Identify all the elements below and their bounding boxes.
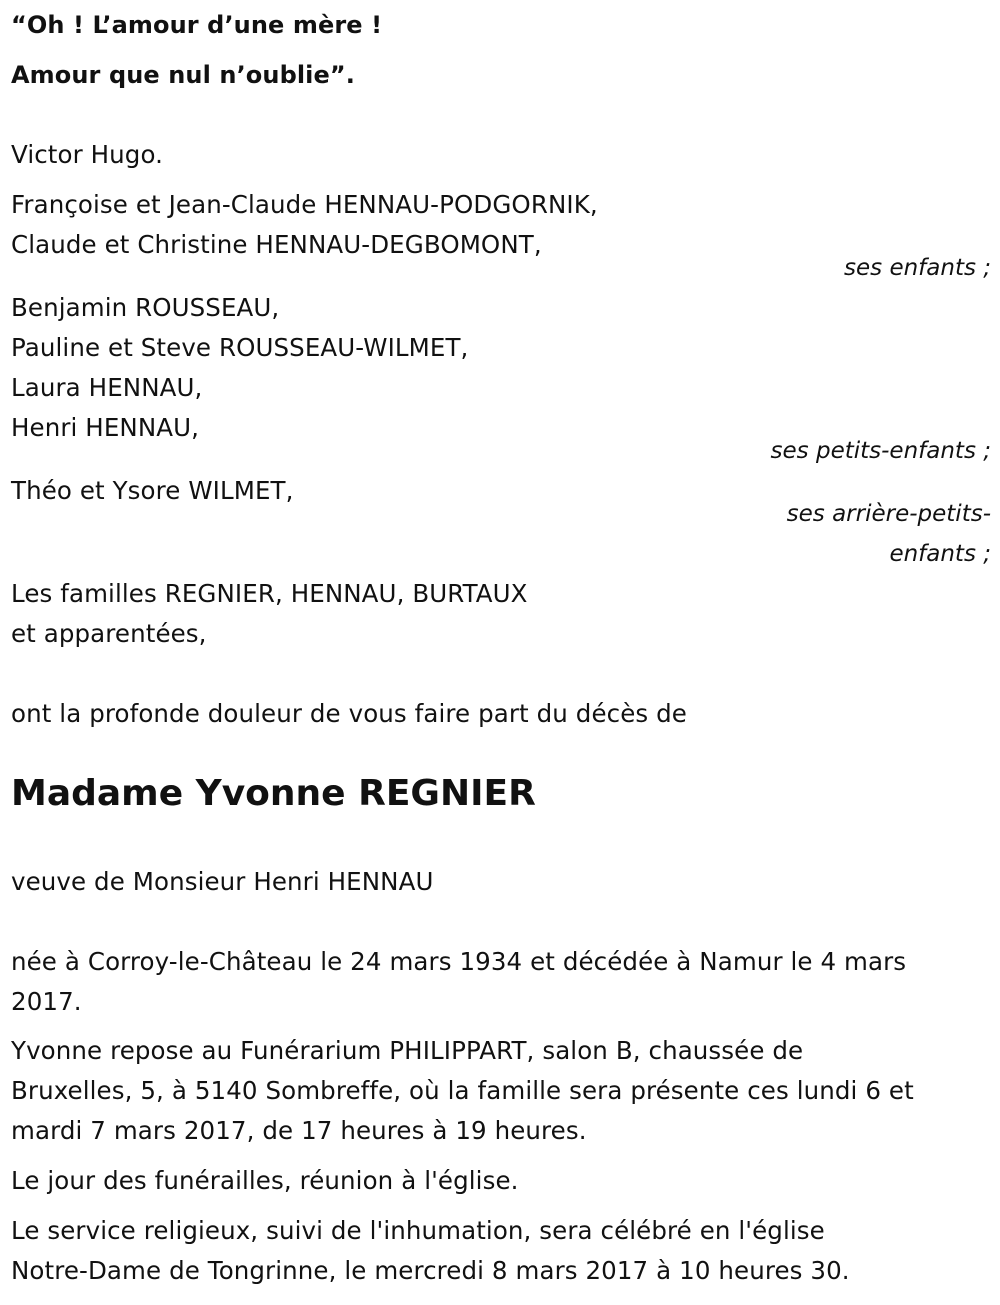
- quote-line-1: “Oh ! L’amour d’une mère !: [11, 11, 383, 39]
- birth-death-line-2: 2017.: [11, 987, 82, 1016]
- grandchildren-role: ses petits-enfants ;: [770, 438, 991, 464]
- grandchild-name: Laura HENNAU,: [11, 373, 203, 402]
- birth-death-line-1: née à Corroy-le-Château le 24 mars 1934 et décédée à Namur le 4 mars: [11, 947, 907, 976]
- child-name: Claude et Christine HENNAU-DEGBOMONT,: [11, 230, 542, 259]
- grandchild-name: Pauline et Steve ROUSSEAU-WILMET,: [11, 333, 469, 362]
- service-line-1: Le service religieux, suivi de l'inhumation, sera célébré en l'église: [11, 1216, 825, 1245]
- repose-line-2: Bruxelles, 5, à 5140 Sombreffe, où la famille sera présente ces lundi 6 et: [11, 1076, 914, 1105]
- child-name: Françoise et Jean-Claude HENNAU-PODGORNIK,: [11, 190, 598, 219]
- great-grandchildren-role-line-2: enfants ;: [889, 541, 991, 567]
- grandchild-name: Henri HENNAU,: [11, 413, 200, 442]
- repose-line-3: mardi 7 mars 2017, de 17 heures à 19 heures.: [11, 1116, 587, 1145]
- great-grandchildren-role-line-1: ses arrière-petits-: [786, 501, 991, 527]
- great-grandchild-name: Théo et Ysore WILMET,: [11, 476, 294, 505]
- quote-author: Victor Hugo.: [11, 140, 164, 169]
- announcement-text: ont la profonde douleur de vous faire part du décès de: [11, 699, 687, 728]
- repose-line-1: Yvonne repose au Funérarium PHILIPPART, salon B, chaussée de: [11, 1036, 804, 1065]
- families-line-2: et apparentées,: [11, 619, 207, 648]
- meeting-text: Le jour des funérailles, réunion à l'église.: [11, 1166, 519, 1195]
- deceased-name: Madame Yvonne REGNIER: [11, 773, 536, 814]
- children-role: ses enfants ;: [844, 255, 991, 281]
- service-line-2: Notre-Dame de Tongrinne, le mercredi 8 mars 2017 à 10 heures 30.: [11, 1256, 850, 1285]
- grandchild-name: Benjamin ROUSSEAU,: [11, 293, 280, 322]
- quote-line-2: Amour que nul n’oublie”.: [11, 61, 355, 89]
- widow-of: veuve de Monsieur Henri HENNAU: [11, 867, 434, 896]
- families-line-1: Les familles REGNIER, HENNAU, BURTAUX: [11, 579, 528, 608]
